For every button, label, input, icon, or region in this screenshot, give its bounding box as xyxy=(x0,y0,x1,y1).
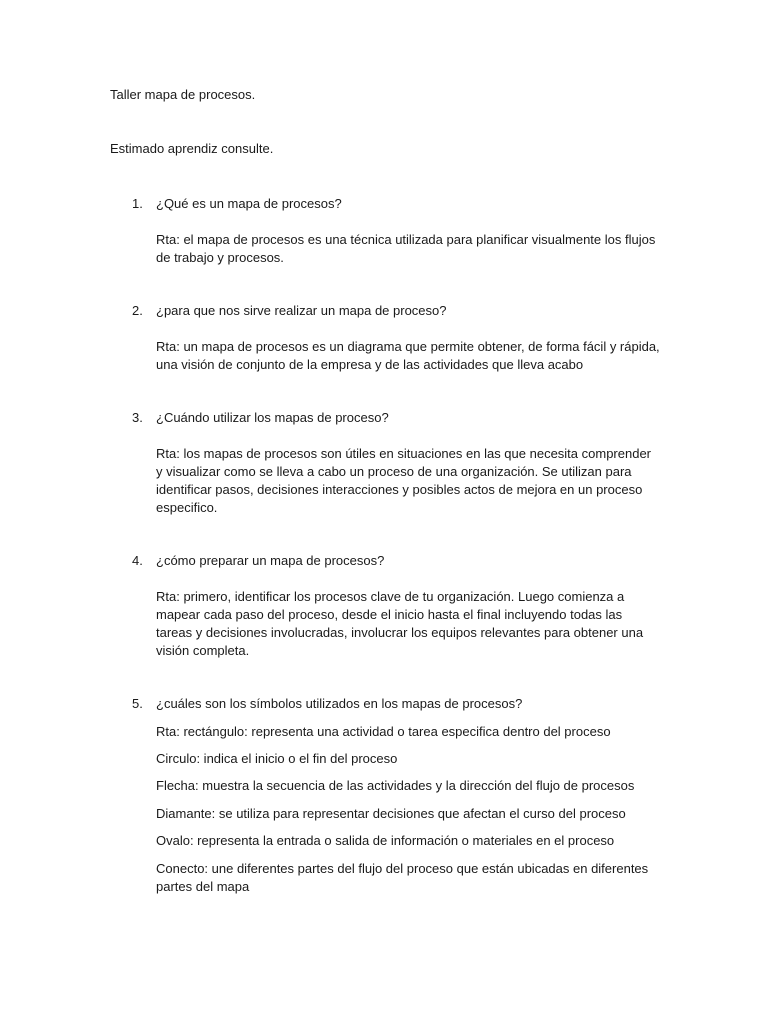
question-number: 5. xyxy=(132,696,143,711)
question-number: 3. xyxy=(132,410,143,425)
symbol-item-circle: Circulo: indica el inicio o el fin del proceso xyxy=(156,751,398,766)
symbol-item-arrow: Flecha: muestra la secuencia de las actividades y la dirección del flujo de procesos xyxy=(156,778,635,793)
question-number: 2. xyxy=(132,303,143,318)
answer-text: Rta: un mapa de procesos es un diagrama que permite obtener, de forma fácil y rápida, una visión de conjunto de la empresa y de las actividades que lleva acabo xyxy=(156,339,660,372)
question-number: 1. xyxy=(132,196,143,211)
answer-text: Rta: primero, identificar los procesos clave de tu organización. Luego comienza a mapear cada paso del proceso, desde el inicio hasta el final incluyendo todas las tareas y decisiones involucradas, involucrar los equipos relevantes para obtener una visión completa. xyxy=(156,589,644,658)
question-text: ¿cómo preparar un mapa de procesos? xyxy=(156,553,385,568)
symbol-item-diamond: Diamante: se utiliza para representar decisiones que afectan el curso del proceso xyxy=(156,806,626,821)
question-text: ¿Qué es un mapa de procesos? xyxy=(156,196,342,211)
question-text: ¿para que nos sirve realizar un mapa de proceso? xyxy=(156,303,447,318)
document-title: Taller mapa de procesos. xyxy=(110,87,256,102)
question-text: ¿cuáles son los símbolos utilizados en los mapas de procesos? xyxy=(156,696,523,711)
question-number: 4. xyxy=(132,553,143,568)
symbol-item-rectangle: Rta: rectángulo: representa una actividad o tarea especifica dentro del proceso xyxy=(156,724,611,739)
question-text: ¿Cuándo utilizar los mapas de proceso? xyxy=(156,410,389,425)
symbol-item-oval: Ovalo: representa la entrada o salida de información o materiales en el proceso xyxy=(156,833,615,848)
symbol-item-connector: Conecto: une diferentes partes del flujo del proceso que están ubicadas en diferentes partes del mapa xyxy=(156,861,649,894)
answer-text: Rta: los mapas de procesos son útiles en situaciones en las que necesita comprender y visualizar como se lleva a cabo un proceso de una organización. Se utilizan para identificar pasos, decisiones interacciones y posibles actos de mejora en un proceso especifico. xyxy=(156,446,652,515)
document-intro: Estimado aprendiz consulte. xyxy=(110,141,274,156)
answer-text: Rta: el mapa de procesos es una técnica utilizada para planificar visualmente los flujos de trabajo y procesos. xyxy=(156,232,656,265)
